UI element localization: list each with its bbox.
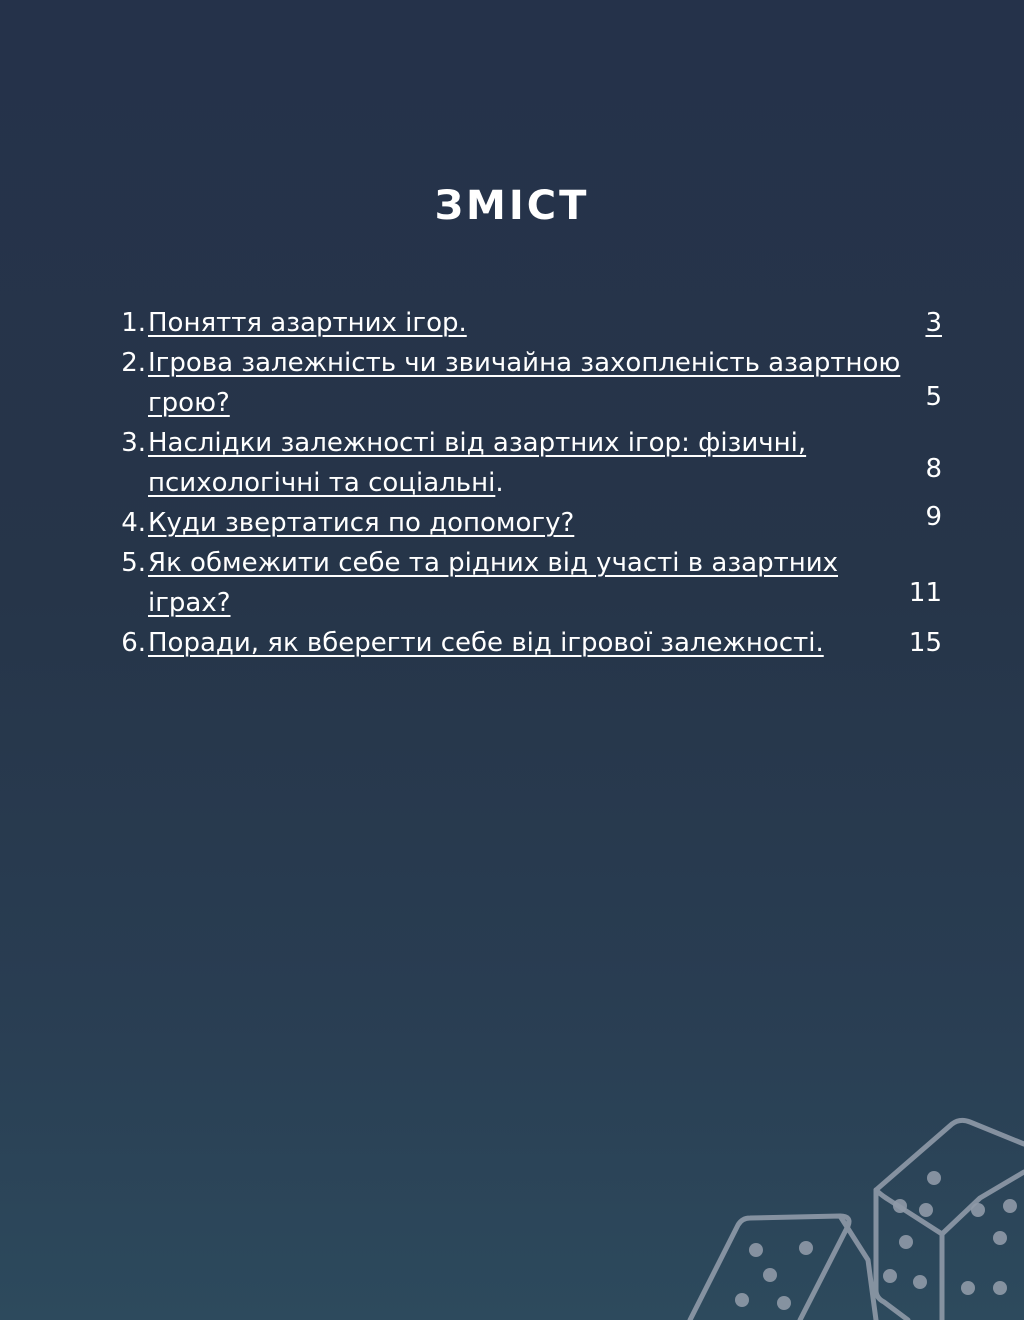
toc-item-2 (112, 343, 942, 423)
toc-item-text (148, 343, 908, 423)
toc-item-1 (112, 303, 942, 343)
toc-link[interactable]: Поняття азартних ігор. (148, 308, 467, 338)
toc-item-text (148, 503, 908, 543)
toc-link[interactable]: Поради, як вберегти себе від ігрової залежності. (148, 628, 824, 658)
toc-item-text (148, 623, 908, 663)
toc-item-text (148, 303, 908, 343)
toc-item-5 (112, 543, 942, 623)
toc-page-number: 8 (925, 454, 942, 484)
toc-item-number: 1. (121, 308, 146, 338)
dice-icon (680, 1110, 1024, 1320)
toc-item-6 (112, 623, 942, 663)
toc-page-number: 9 (925, 502, 942, 532)
toc-link[interactable]: Наслідки залежності від азартних ігор: фізичні, психологічні та соціальні (148, 428, 807, 498)
toc-item-number: 2. (121, 348, 146, 378)
toc-item-3 (112, 423, 942, 503)
toc-page-number: 5 (925, 382, 942, 412)
toc-item-text (148, 543, 908, 623)
toc-page-number: 15 (908, 628, 942, 658)
toc-item-suffix: . (495, 468, 504, 498)
toc-item-4 (112, 503, 942, 543)
page-title: ЗМІСТ (434, 183, 590, 229)
toc-item-number: 5. (121, 548, 146, 578)
toc-page-number: 11 (908, 578, 942, 608)
toc-item-number: 3. (121, 428, 146, 458)
toc-item-text (148, 423, 908, 503)
toc-item-number: 4. (121, 508, 146, 538)
toc-link[interactable]: Ігрова залежність чи звичайна захопленість азартною грою? (148, 348, 901, 418)
toc-item-number: 6. (121, 628, 146, 658)
toc-link[interactable]: Куди звертатися по допомогу? (148, 508, 575, 538)
toc-link[interactable]: Як обмежити себе та рідних від участі в азартних іграх? (148, 548, 839, 618)
toc-page-number[interactable]: 3 (925, 308, 942, 338)
